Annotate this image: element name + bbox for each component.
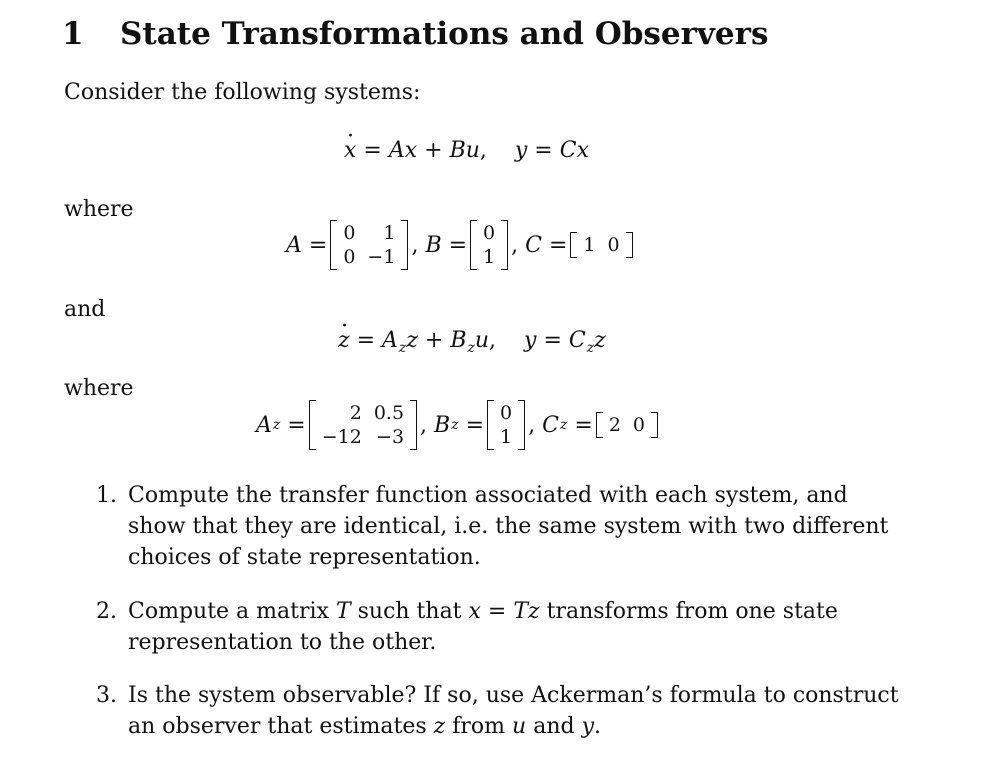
intro-text: Consider the following systems: [64, 80, 421, 105]
question-2 [96, 596, 902, 658]
matrix-cell: 0 [607, 234, 620, 256]
question-3 [96, 680, 902, 742]
matrix-Bz [487, 400, 525, 450]
matrix-cell: 0 [343, 222, 356, 244]
question-number: 2. [96, 599, 117, 624]
matrix-C [570, 232, 632, 258]
question-text: Is the system observable? If so, use Ackerman’s formula to construct an observer that estimates z from u and y. [128, 683, 899, 739]
matrix-cell: 1 [583, 234, 596, 256]
matrix-cell: 0.5 [373, 402, 405, 424]
matrix-cell: 2 [608, 414, 621, 436]
question-text: Compute a matrix T such that x = Tz transforms from one state representation to the other. [128, 599, 838, 655]
matrix-Cz [596, 412, 658, 438]
state-equation-1: · x = Ax + Bu, y = Cx [344, 138, 589, 163]
matrix-Az [309, 400, 417, 450]
system-2-matrices: A z = 2 0.5 −12 −3 , B z = 0 1 , C z = 2 0 [256, 400, 661, 450]
question-1 [96, 480, 902, 573]
where-label-2: where [64, 376, 134, 401]
matrix-cell: 1 [483, 246, 496, 268]
matrix-cell: 2 [349, 402, 362, 424]
section-heading [62, 16, 768, 52]
matrix-cell: 0 [500, 402, 513, 424]
matrix-cell: 0 [343, 246, 356, 268]
matrix-cell: 1 [383, 222, 396, 244]
section-number: 1 [62, 16, 84, 52]
system-1-matrices: A = 0 1 0 −1 , B = 0 1 , C = 1 0 [286, 220, 636, 270]
and-label: and [64, 297, 106, 322]
matrix-cell: −12 [321, 426, 362, 448]
matrix-cell: 0 [632, 414, 645, 436]
matrix-cell: 1 [500, 426, 513, 448]
matrix-cell: −3 [376, 426, 405, 448]
question-text: Compute the transfer function associated with each system, and show that they are identical, i.e. the same system with two different choices of state representation. [128, 483, 889, 570]
where-label-1: where [64, 197, 134, 222]
matrix-cell: 0 [483, 222, 496, 244]
question-number: 1. [96, 483, 117, 508]
question-number: 3. [96, 683, 117, 708]
state-equation-2: · $z = A_zz + B_zu$, $y = C_zz$ [338, 328, 606, 356]
matrix-A [330, 220, 408, 270]
section-title: State Transformations and Observers [120, 16, 769, 52]
matrix-cell: −1 [367, 246, 396, 268]
matrix-B [470, 220, 508, 270]
